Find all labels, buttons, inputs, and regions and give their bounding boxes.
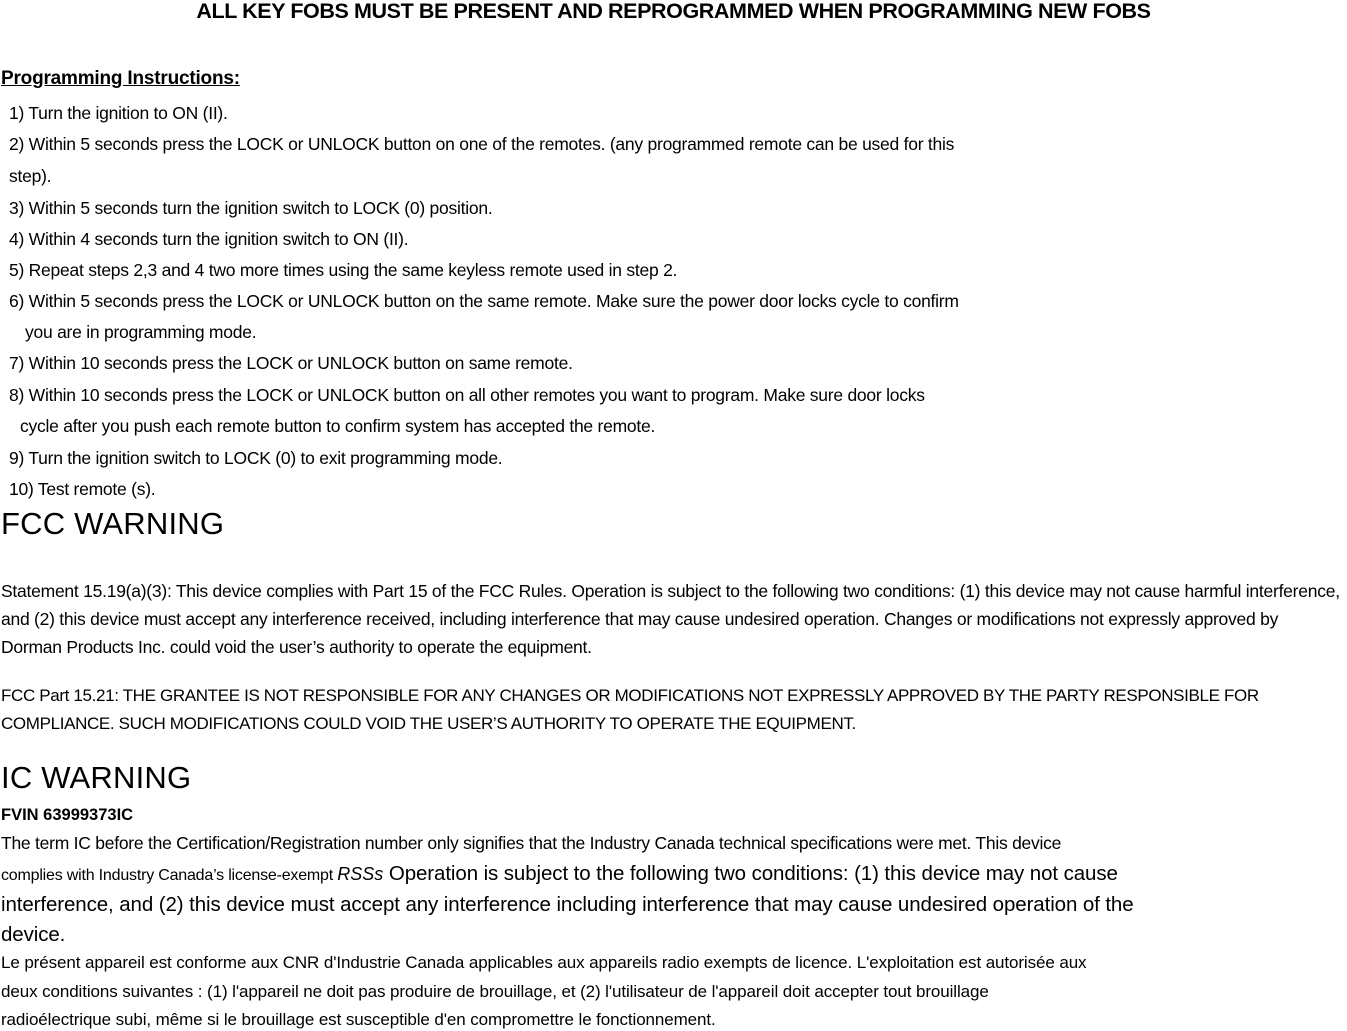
ic-text-line-2-start: complies with Industry Canada’s license-exempt [1,867,338,884]
french-text-line-2: deux conditions suivantes : (1) l'appareil ne doit pas produire de brouillage, et (2) l'utilisateur de l'appareil doit accepter tout brouillage [1,982,989,1001]
step-2-continued: step). [9,166,52,186]
step-9: 9) Turn the ignition switch to LOCK (0) to exit programming mode. [9,448,503,468]
ic-rss-label: RSSs [337,864,384,884]
step-3: 3) Within 5 seconds turn the ignition switch to LOCK (0) position. [9,198,493,218]
ic-text-line-4: device. [1,923,66,946]
programming-heading: Programming Instructions: [1,68,240,89]
fcc-statement-text: This device complies with Part 15 of the FCC Rules. Operation is subject to the following two conditions: (1) this device may not cause harmful interference, and (2) this device must accept any interference received, including interference that may cause undesired operation. Changes or modifications not expressly approved by Dorman Products Inc. could void the user’s authority to operate the equipment. [1,581,1340,657]
step-2: 2) Within 5 seconds press the LOCK or UNLOCK button on one of the remotes. (any programmed remote can be used for this [9,134,955,154]
ic-text-line-1: The term IC before the Certification/Registration number only signifies that the Industry Canada technical specifications were met. This device [1,833,1062,853]
fcc-warning-heading: FCC WARNING [1,506,225,541]
step-5: 5) Repeat steps 2,3 and 4 two more times using the same keyless remote used in step 2. [9,260,678,280]
step-6: 6) Within 5 seconds press the LOCK or UNLOCK button on the same remote. Make sure the power door locks cycle to confirm [9,291,959,311]
ic-text-line-2 [1,862,1118,886]
fvin-number: FVIN 63999373IC [1,806,134,824]
step-4: 4) Within 4 seconds turn the ignition switch to ON (II). [9,229,409,249]
step-6-continued: you are in programming mode. [25,322,257,342]
french-text-line-3: radioélectrique subi, même si le brouillage est susceptible d'en compromettre le fonctionnement. [1,1010,716,1029]
fcc-part-15-21: FCC Part 15.21: THE GRANTEE IS NOT RESPONSIBLE FOR ANY CHANGES OR MODIFICATIONS NOT EXPRESSLY APPROVED BY THE PARTY RESPONSIBLE FOR COMPLIANCE. SUCH MODIFICATIONS COULD VOID THE USER’S AUTHORITY TO OPERATE THE EQUIPMENT. [1,686,1259,733]
page-title: ALL KEY FOBS MUST BE PRESENT AND REPROGRAMMED WHEN PROGRAMMING NEW FOBS [196,0,1151,23]
french-text-line-1: Le présent appareil est conforme aux CNR d'Industrie Canada applicables aux appareils radio exempts de licence. L'exploitation est autorisée aux [1,953,1087,972]
fcc-statement-paragraph [1,577,1341,661]
step-8-continued: cycle after you push each remote button to confirm system has accepted the remote. [20,416,656,436]
ic-warning-heading: IC WARNING [1,760,192,795]
ic-text-line-2-end: Operation is subject to the following two conditions: (1) this device may not cause [383,862,1118,885]
ic-text-line-3: interference, and (2) this device must accept any interference including interference that may cause undesired operation of the [1,893,1134,916]
step-8: 8) Within 10 seconds press the LOCK or UNLOCK button on all other remotes you want to program. Make sure door locks [9,385,925,405]
fcc-statement-label: Statement 15.19(a)(3): [1,581,172,601]
step-7: 7) Within 10 seconds press the LOCK or UNLOCK button on same remote. [9,353,573,373]
step-1: 1) Turn the ignition to ON (II). [9,103,228,123]
step-10: 10) Test remote (s). [9,479,156,499]
